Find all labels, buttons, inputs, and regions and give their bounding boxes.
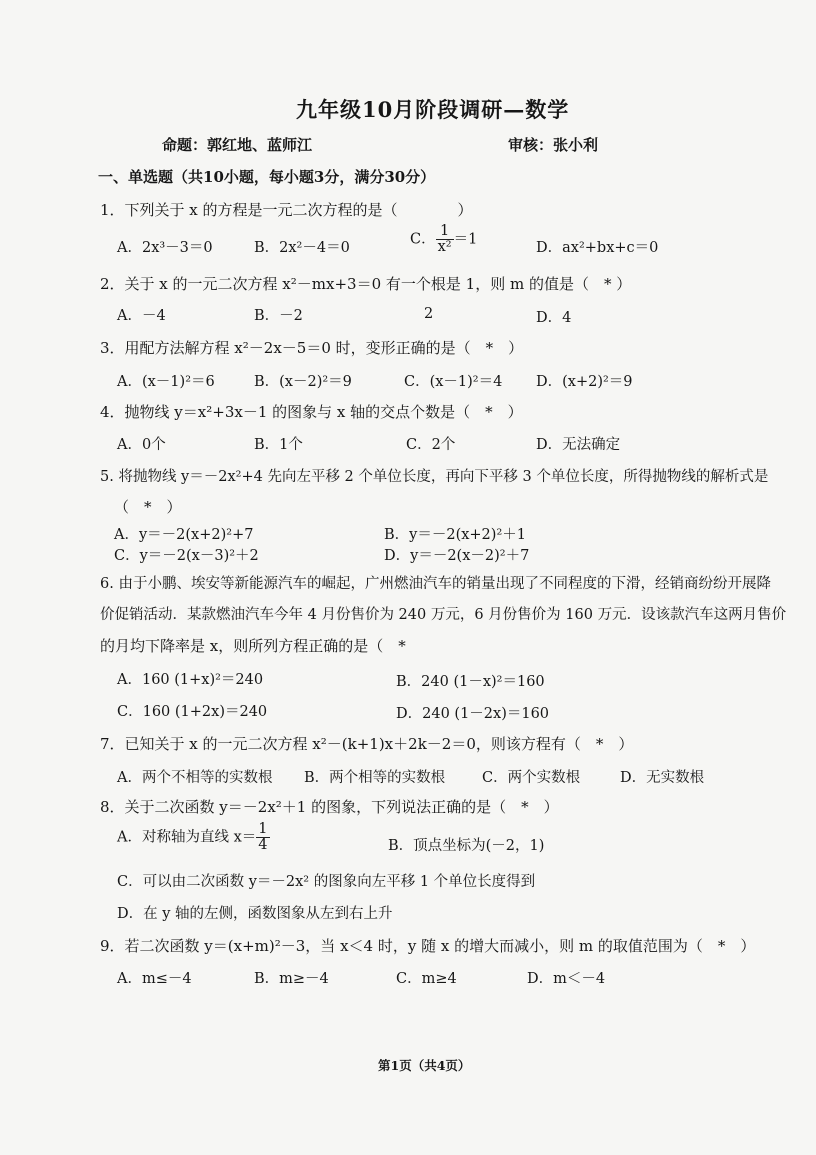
question-2-option-d: D．4 (536, 310, 572, 326)
question-4-stem: 4．抛物线 y＝x²+3x－1 的图象与 x 轴的交点个数是（ * ） (100, 403, 523, 421)
question-8-fraction (256, 822, 269, 853)
question-1-option-a: A．2x³－3＝0 (117, 240, 213, 256)
question-3-option-d: D．(x+2)²＝9 (536, 374, 633, 390)
question-2-option-a: A．－4 (117, 308, 166, 324)
question-6-line-2: 价促销活动．某款燃油汽车今年 4 月份售价为 240 万元，6 月份售价为 160 万元．设该款汽车这两月售价 (100, 607, 787, 623)
question-1-option-c-rest: ＝1 (453, 231, 478, 248)
question-5-option-b: B．y＝－2(x+2)²＋1 (384, 527, 526, 543)
question-4-option-b: B．1个 (254, 437, 303, 453)
page-footer: 第1页（共4页） (378, 1058, 471, 1073)
question-8-option-a (117, 822, 270, 853)
question-3-stem: 3．用配方法解方程 x²－2x－5＝0 时，变形正确的是（ * ） (100, 339, 524, 357)
question-9-option-c: C．m≥4 (396, 971, 457, 987)
question-5-option-c: C．y＝－2(x－3)²＋2 (114, 548, 259, 564)
question-8-stem: 8．关于二次函数 y＝－2x²＋1 的图象，下列说法正确的是（ * ） (100, 798, 559, 816)
question-5-option-d: D．y＝－2(x－2)²＋7 (384, 548, 530, 564)
question-7-option-a: A．两个不相等的实数根 (117, 770, 273, 786)
question-9-option-a: A．m≤－4 (117, 971, 192, 987)
reviewer-line: 审核：张小利 (508, 136, 599, 154)
question-7-option-c: C．两个实数根 (482, 770, 581, 786)
question-3-option-c: C．(x－1)²＝4 (404, 374, 503, 390)
question-8-option-a-label: A．对称轴为直线 x＝ (117, 829, 257, 846)
question-4-option-a: A．0个 (117, 437, 166, 453)
question-7-option-d: D．无实数根 (620, 770, 705, 786)
question-5-blank: （ * ） (114, 498, 182, 516)
page-title: 九年级10月阶段调研—数学 (296, 97, 570, 122)
question-1-stem: 1．下列关于 x 的方程是一元二次方程的是（ ） (100, 201, 473, 219)
question-5-stem: 5. 将抛物线 y＝－2x²+4 先向左平移 2 个单位长度，再向下平移 3 个单位长度，所得抛物线的解析式是 (100, 469, 769, 485)
question-4-option-c: C．2个 (406, 437, 456, 453)
question-1-fraction (436, 224, 454, 255)
question-8-fraction-numerator: 1 (258, 821, 268, 837)
question-1-fraction-denominator: x² (437, 239, 452, 256)
question-7-stem: 7．已知关于 x 的一元二次方程 x²－(k+1)x＋2k－2＝0，则该方程有（ * ） (100, 735, 634, 753)
question-1-option-c-label: C． (410, 231, 436, 248)
question-6-line-1: 6. 由于小鹏、埃安等新能源汽车的崛起，广州燃油汽车的销量出现了不同程度的下滑，经销商纷纷开展降 (100, 576, 771, 592)
question-6-option-c: C．160 (1+2x)＝240 (117, 704, 268, 720)
question-2-stem: 2．关于 x 的一元二次方程 x²－mx+3＝0 有一个根是 1，则 m 的值是（ * ） (100, 275, 632, 293)
question-1-option-c (410, 224, 477, 255)
question-8-fraction-denominator: 4 (258, 837, 268, 854)
question-7-option-b: B．两个相等的实数根 (304, 770, 446, 786)
authors-line: 命题：郭红地、蓝师江 (162, 136, 313, 154)
section-heading: 一、单选题（共10小题，每小题3分，满分30分） (98, 168, 436, 186)
question-1-option-b: B．2x²－4＝0 (254, 240, 350, 256)
question-5-option-a: A．y＝－2(x+2)²+7 (114, 527, 254, 543)
question-2-option-b: B．－2 (254, 308, 303, 324)
question-4-option-d: D．无法确定 (536, 437, 621, 453)
question-6-option-d: D．240 (1－2x)＝160 (396, 706, 550, 722)
question-6-option-b: B．240 (1－x)²＝160 (396, 674, 545, 690)
question-8-option-c: C．可以由二次函数 y＝－2x² 的图象向左平移 1 个单位长度得到 (117, 874, 536, 890)
question-6-line-3: 的月均下降率是 x，则所列方程正确的是（ * (100, 637, 406, 655)
question-1-fraction-numerator: 1 (436, 224, 454, 240)
question-2-option-c: 2 (424, 306, 434, 322)
question-3-option-a: A．(x－1)²＝6 (117, 374, 215, 390)
question-1-option-d: D．ax²+bx+c＝0 (536, 240, 659, 256)
question-9-option-b: B．m≥－4 (254, 971, 329, 987)
question-9-option-d: D．m＜－4 (527, 971, 606, 987)
question-9-stem: 9．若二次函数 y＝(x+m)²－3，当 x＜4 时，y 随 x 的增大而减小，则 m 的取值范围为（ * ） (100, 937, 756, 955)
question-8-option-d: D．在 y 轴的左侧，函数图象从左到右上升 (117, 906, 393, 922)
question-6-option-a: A．160 (1+x)²＝240 (117, 672, 264, 688)
question-3-option-b: B．(x－2)²＝9 (254, 374, 352, 390)
question-8-option-b: B．顶点坐标为(－2，1) (388, 838, 545, 854)
